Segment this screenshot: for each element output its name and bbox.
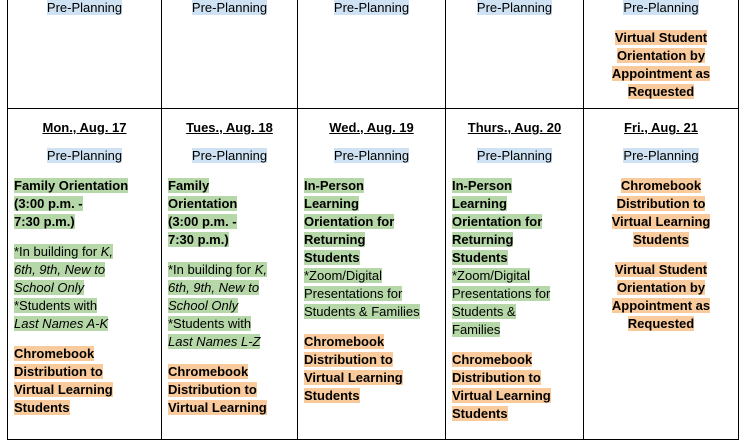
family-orientation-note: *In building for K, 6th, 9th, New to School Only *Students with Last Names A-K [14, 244, 114, 331]
calendar-table [7, 0, 739, 440]
in-person-orientation-title: In-Person Learning Orientation for Returning Students [452, 178, 543, 265]
cell-top-2 [162, 0, 298, 109]
chromebook-distribution-note: Chromebook Distribution to Virtual Learning Students [304, 334, 403, 403]
pre-planning-label: Pre-Planning [476, 0, 553, 15]
day-date: Thurs., Aug. 20 [467, 120, 562, 135]
cell-top-1 [8, 0, 162, 109]
cell-thursday [446, 109, 584, 440]
in-person-orientation-title: In-Person Learning Orientation for Returning Students [304, 178, 395, 265]
pre-planning-label: Pre-Planning [191, 0, 268, 15]
cell-friday [584, 109, 739, 440]
virtual-orientation-note: Virtual Student Orientation by Appointment as Requested [611, 30, 711, 99]
family-orientation-title: Family Orientation (3:00 p.m. - 7:30 p.m.) [168, 178, 238, 247]
family-orientation-title: Family Orientation (3:00 p.m. - 7:30 p.m.) [14, 178, 129, 229]
day-date: Wed., Aug. 19 [329, 120, 414, 135]
pre-planning-label: Pre-Planning [46, 148, 123, 163]
zoom-presentations-note: *Zoom/Digital Presentations for Students & Families [452, 268, 551, 337]
chromebook-distribution-note: Chromebook Distribution to Virtual Learning Students [14, 346, 113, 415]
day-date: Fri., Aug. 21 [624, 120, 698, 135]
cell-tuesday [162, 109, 298, 440]
calendar-row-top [8, 0, 739, 109]
cell-monday [8, 109, 162, 440]
pre-planning-label: Pre-Planning [623, 0, 699, 15]
zoom-presentations-note: *Zoom/Digital Presentations for Students & Families [304, 268, 420, 319]
pre-planning-label: Pre-Planning [623, 148, 699, 163]
chromebook-distribution-note: Chromebook Distribution to Virtual Learning Students [611, 178, 711, 247]
pre-planning-label: Pre-Planning [191, 148, 268, 163]
pre-planning-label: Pre-Planning [333, 0, 410, 15]
day-date: Tues., Aug. 18 [186, 120, 273, 135]
pre-planning-label: Pre-Planning [46, 0, 123, 15]
family-orientation-note: *In building for K, 6th, 9th, New to School Only *Students with Last Names L-Z [168, 262, 268, 349]
pre-planning-label: Pre-Planning [333, 148, 410, 163]
virtual-orientation-note: Virtual Student Orientation by Appointment as Requested [611, 262, 711, 331]
cell-wednesday [298, 109, 446, 440]
cell-top-4 [446, 0, 584, 109]
pre-planning-label: Pre-Planning [476, 148, 553, 163]
calendar-row-week [8, 109, 739, 440]
day-date: Mon., Aug. 17 [42, 120, 127, 135]
chromebook-distribution-note: Chromebook Distribution to Virtual Learning [168, 364, 267, 415]
cell-top-3 [298, 0, 446, 109]
chromebook-distribution-note: Chromebook Distribution to Virtual Learning Students [452, 352, 551, 421]
cell-top-5 [584, 0, 739, 109]
